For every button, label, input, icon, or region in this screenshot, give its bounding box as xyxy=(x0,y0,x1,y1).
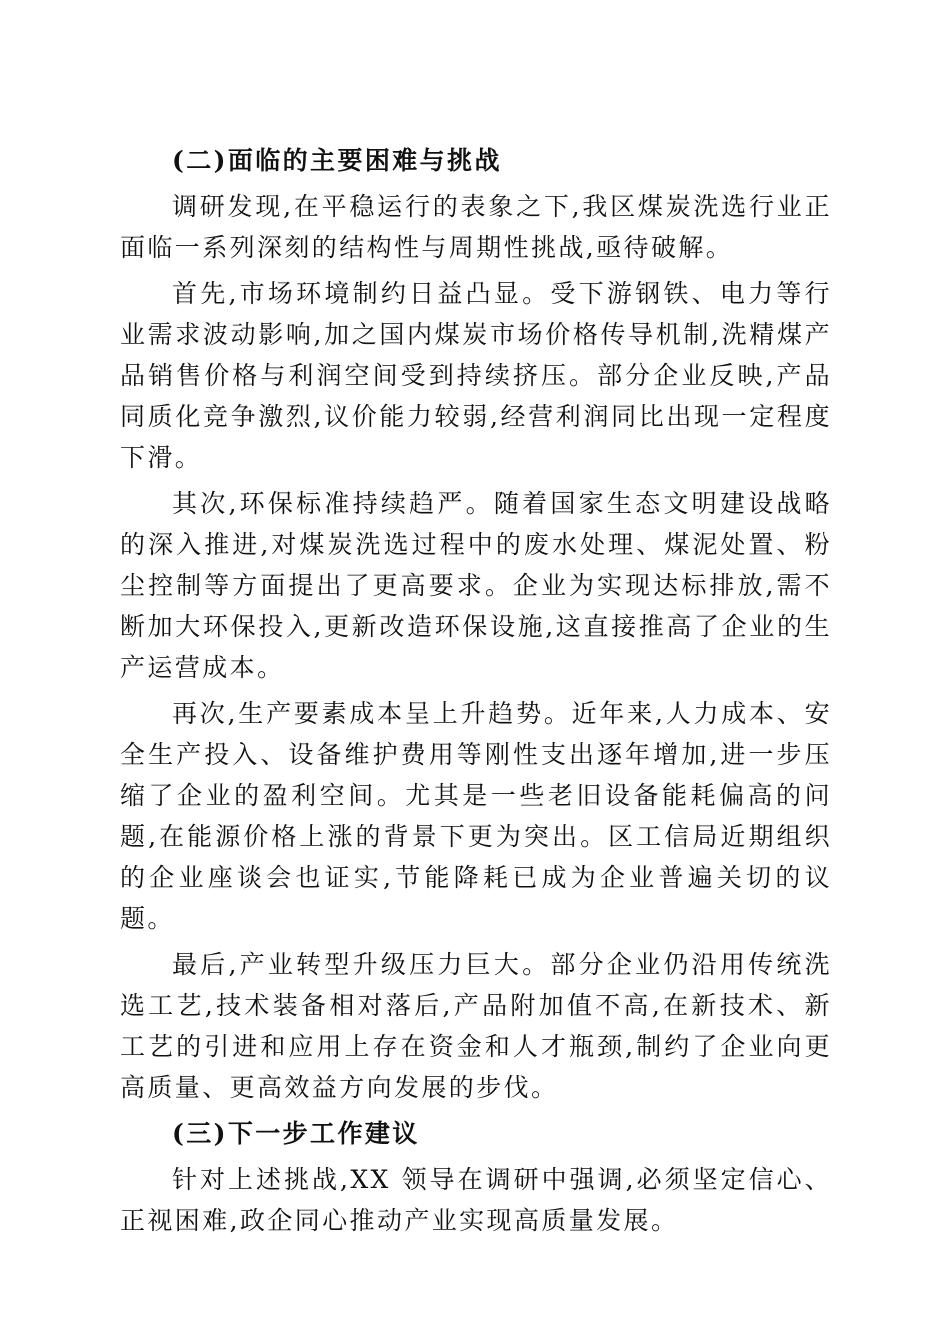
section-heading-challenges: (二)面临的主要困难与挑战 xyxy=(172,146,502,175)
paragraph-market: 首先,市场环境制约日益凸显。受下游钢铁、电力等行业需求波动影响,加之国内煤炭市场价格传导机制,洗精煤产品销售价格与利润空间受到持续挤压。部分企业反映,产品同质化竞争激烈,议价能力较弱,经营利润同比出现一定程度下滑。 xyxy=(120,279,832,472)
document-body xyxy=(120,140,832,1241)
paragraph-intro: 调研发现,在平稳运行的表象之下,我区煤炭洗选行业正面临一系列深刻的结构性与周期性挑战,亟待破解。 xyxy=(120,192,832,262)
section-heading-suggestions: (三)下一步工作建议 xyxy=(172,1119,420,1148)
paragraph-environment: 其次,环保标准持续趋严。随着国家生态文明建设战略的深入推进,对煤炭洗选过程中的废水处理、煤泥处置、粉尘控制等方面提出了更高要求。企业为实现达标排放,需不断加大环保投入,更新改造环保设施,这直接推高了企业的生产运营成本。 xyxy=(120,489,832,682)
paragraph-suggestion: 针对上述挑战,XX 领导在调研中强调,必须坚定信心、正视困难,政企同心推动产业实现高质量发展。 xyxy=(120,1165,832,1235)
paragraph-cost: 再次,生产要素成本呈上升趋势。近年来,人力成本、安全生产投入、设备维护费用等刚性支出逐年增加,进一步压缩了企业的盈利空间。尤其是一些老旧设备能耗偏高的问题,在能源价格上涨的背景下更为突出。区工信局近期组织的企业座谈会也证实,节能降耗已成为企业普遍关切的议题。 xyxy=(120,699,832,933)
paragraph-transformation: 最后,产业转型升级压力巨大。部分企业仍沿用传统洗选工艺,技术装备相对落后,产品附加值不高,在新技术、新工艺的引进和应用上存在资金和人才瓶颈,制约了企业向更高质量、更高效益方向发展的步伐。 xyxy=(120,950,832,1102)
